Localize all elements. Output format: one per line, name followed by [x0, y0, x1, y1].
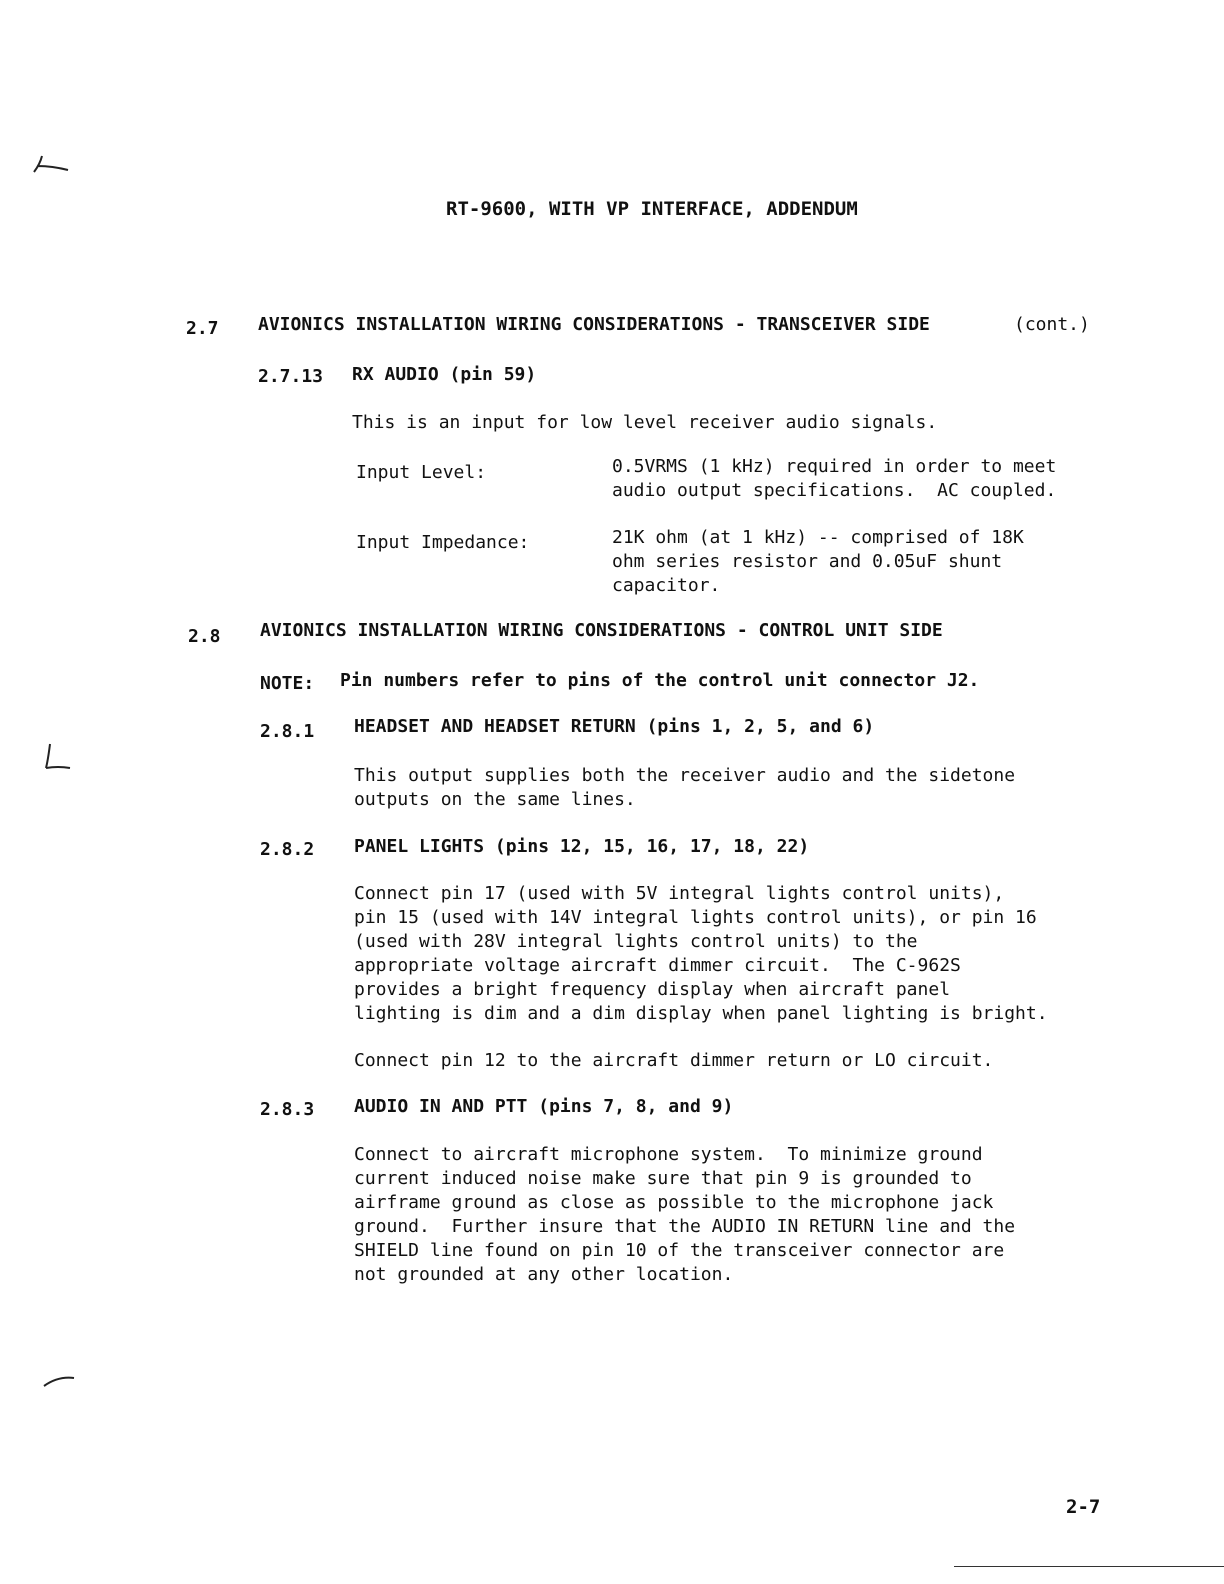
section-2-7-suffix: (cont.)	[1014, 314, 1090, 335]
spec-input-impedance-label: Input Impedance:	[356, 532, 530, 553]
section-2-8-1-title: HEADSET AND HEADSET RETURN (pins 1, 2, 5, and 6)	[354, 716, 875, 737]
section-2-8-2-number: 2.8.2	[260, 839, 315, 860]
section-2-8-number: 2.8	[188, 626, 221, 647]
section-2-8-1-body: This output supplies both the receiver audio and the sidetone outputs on the same lines.	[354, 765, 1016, 810]
section-2-8-title: AVIONICS INSTALLATION WIRING CONSIDERATIONS - CONTROL UNIT SIDE	[260, 620, 943, 641]
page-number: 2-7	[1066, 1496, 1101, 1518]
section-2-7-13-number: 2.7.13	[258, 366, 324, 387]
section-2-8-2-body: Connect pin 17 (used with 5V integral lights control units), pin 15 (used with 14V integral lights control units), or pin 16 (used with 28V integral lights control units) to the appropriate voltage aircraft dimmer circuit. The C-962S provides a bright frequency display when aircraft panel lighting is dim and a dim display when panel lighting is bright.	[354, 883, 1048, 1024]
spec-input-impedance-value: 21K ohm (at 1 kHz) -- comprised of 18K ohm series resistor and 0.05uF shunt capacitor.	[612, 527, 1024, 596]
section-2-8-2-title: PANEL LIGHTS (pins 12, 15, 16, 17, 18, 22)	[354, 836, 810, 857]
section-2-7-13-intro: This is an input for low level receiver audio signals.	[352, 412, 938, 433]
section-2-8-3-number: 2.8.3	[260, 1099, 315, 1120]
margin-scan-mark	[28, 150, 78, 180]
bottom-edge-line	[954, 1566, 1224, 1567]
section-2-8-2-body2: Connect pin 12 to the aircraft dimmer return or LO circuit.	[354, 1050, 994, 1071]
margin-scan-mark	[38, 740, 78, 776]
section-2-8-1-number: 2.8.1	[260, 721, 315, 742]
spec-input-level-label: Input Level:	[356, 462, 487, 483]
section-2-8-3-body: Connect to aircraft microphone system. To minimize ground current induced noise make sure that pin 9 is grounded to airframe ground as close as possible to the microphone jack ground. Further insure that the AUDIO IN RETURN line and the SHIELD line found on pin 10 of the transceiver connector are not grounded at any other location.	[354, 1144, 1016, 1285]
note-text: Pin numbers refer to pins of the control unit connector J2.	[340, 670, 980, 691]
note-label: NOTE:	[260, 673, 315, 694]
spec-input-level-value: 0.5VRMS (1 kHz) required in order to meet audio output specifications. AC coupled.	[612, 456, 1057, 501]
section-2-8-3-title: AUDIO IN AND PTT (pins 7, 8, and 9)	[354, 1096, 734, 1117]
page-title: RT-9600, WITH VP INTERFACE, ADDENDUM	[446, 198, 858, 220]
margin-scan-mark	[40, 1368, 90, 1392]
section-2-7-13-title: RX AUDIO (pin 59)	[352, 364, 537, 385]
section-2-7-title: AVIONICS INSTALLATION WIRING CONSIDERATIONS - TRANSCEIVER SIDE	[258, 314, 930, 335]
section-2-7-number: 2.7	[186, 318, 219, 339]
